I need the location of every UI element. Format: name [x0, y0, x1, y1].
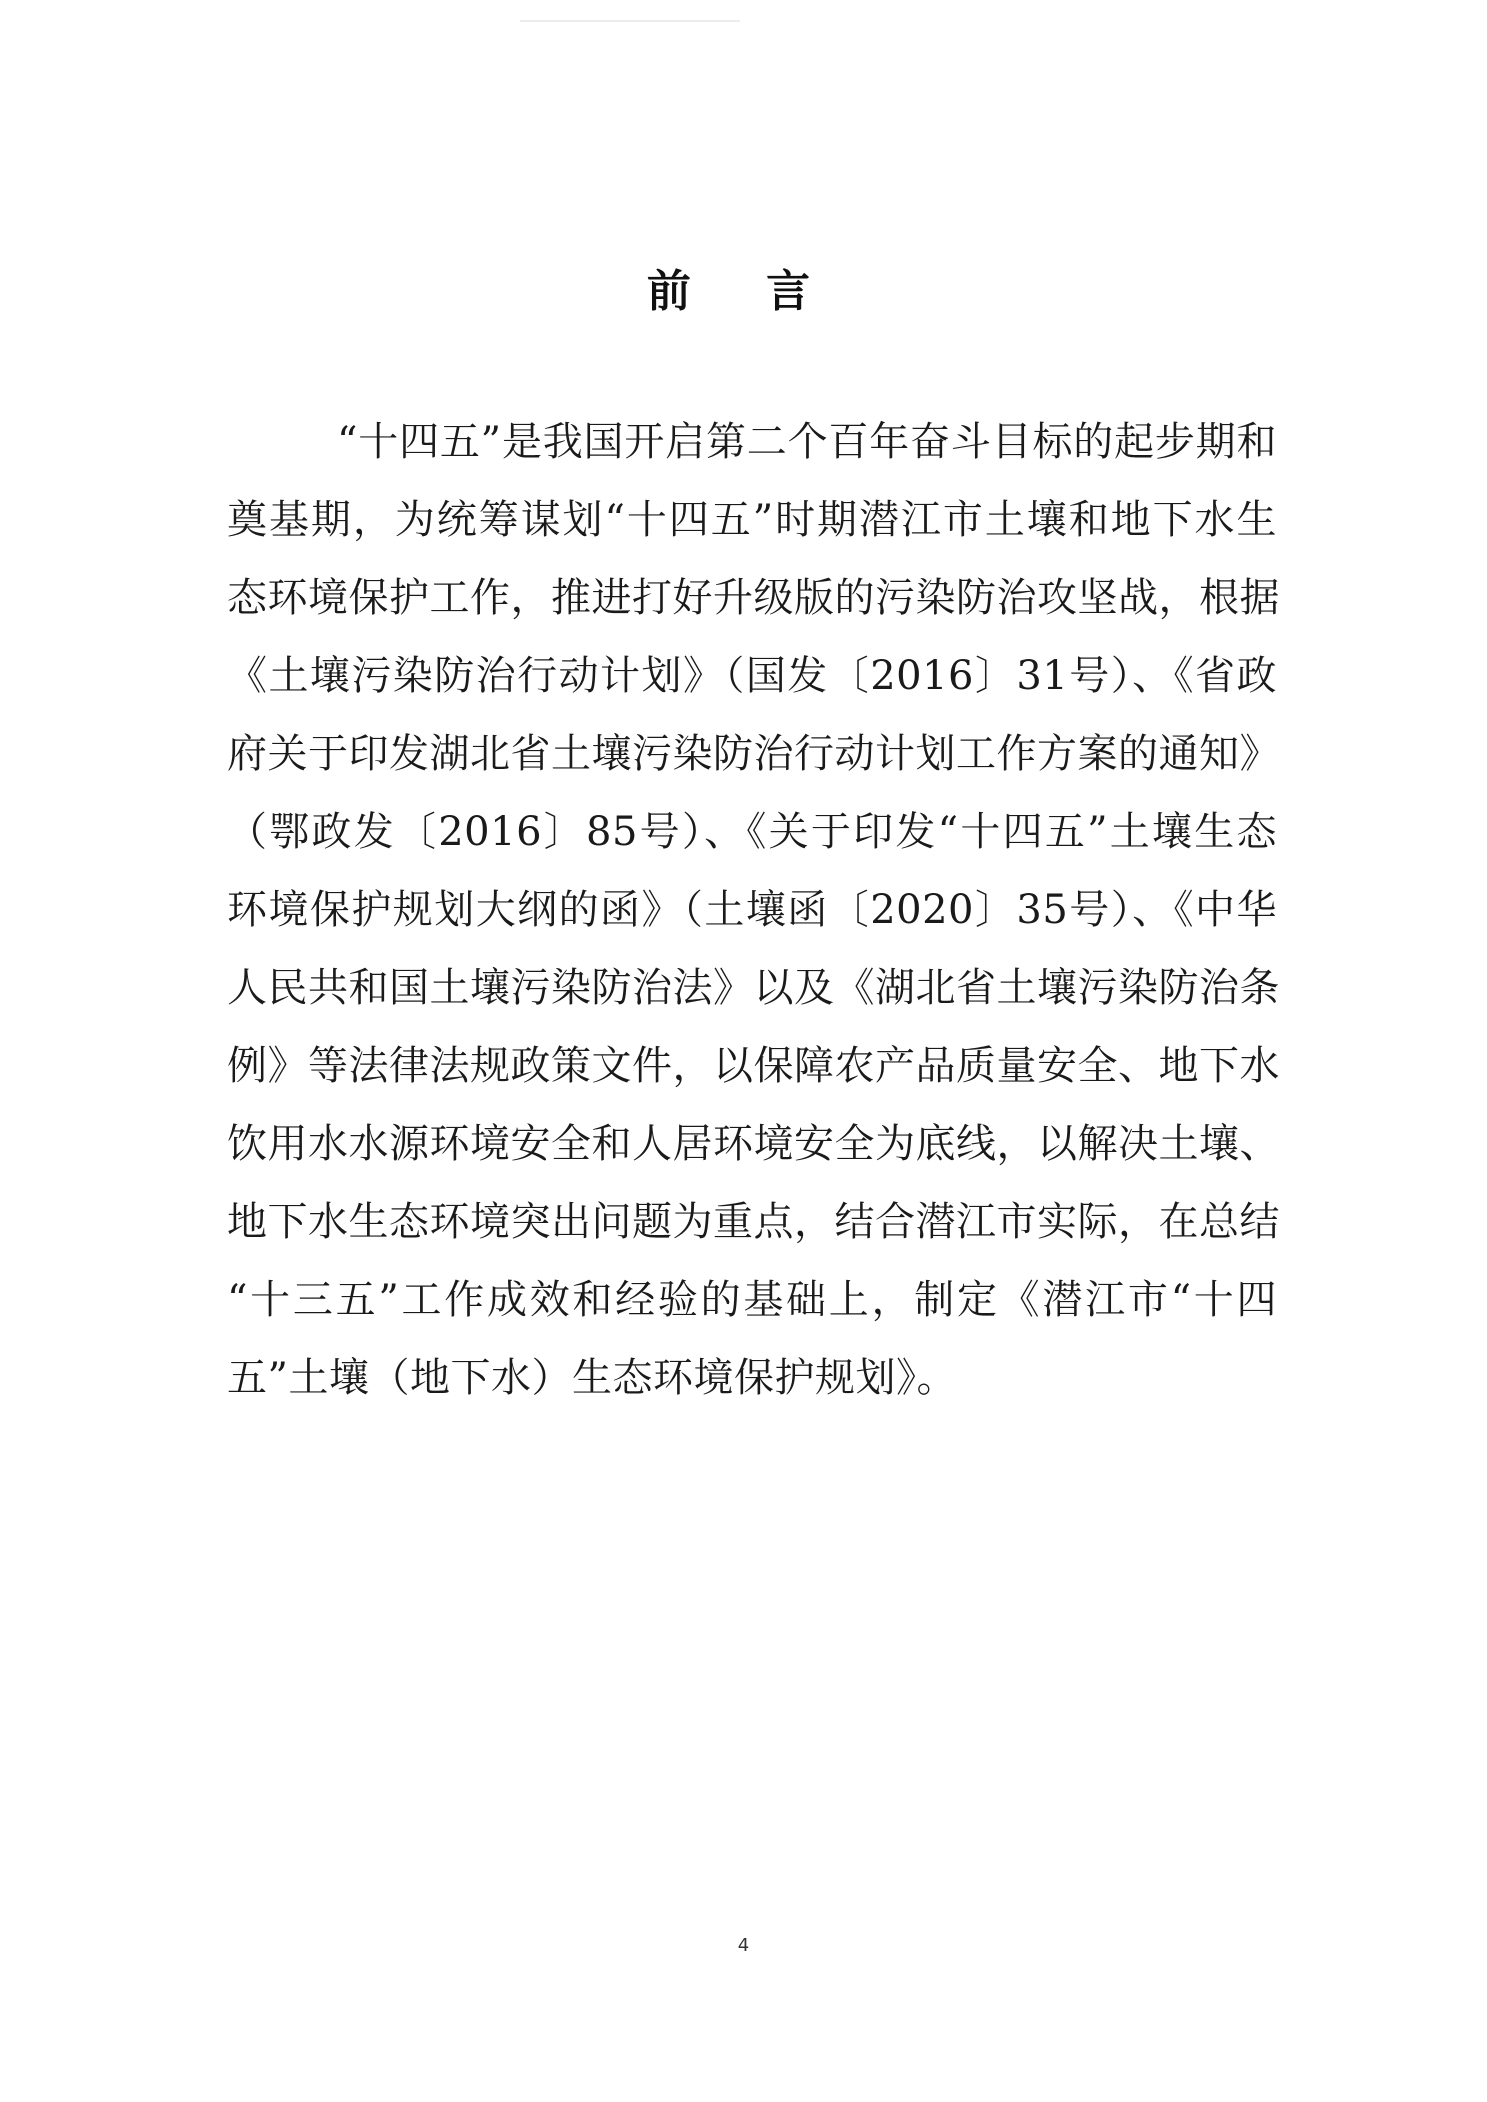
- paragraph-line: “十四五”是我国开启第二个百年奋斗目标的起步期和: [337, 419, 1277, 465]
- paragraph-line: 府关于印发湖北省土壤污染防治行动计划工作方案的通知》: [227, 731, 1280, 777]
- paragraph-line: 五”土壤（地下水）生态环境保护规划》。: [227, 1355, 957, 1401]
- paragraph-line: （鄂政发〔2016〕85号）、《关于印发“十四五”土壤生态: [227, 809, 1277, 855]
- page-title: 前 言: [646, 266, 841, 317]
- paragraph-line: 地下水生态环境突出问题为重点，结合潜江市实际，在总结: [227, 1199, 1280, 1245]
- page-number: 4: [737, 1935, 750, 1956]
- paragraph-line: 奠基期，为统筹谋划“十四五”时期潜江市土壤和地下水生: [227, 497, 1277, 543]
- paragraph-line: 环境保护规划大纲的函》（土壤函〔2020〕35号）、《中华: [227, 887, 1277, 933]
- preface-paragraph: [227, 403, 1280, 1417]
- paragraph-line: 态环境保护工作，推进打好升级版的污染防治攻坚战，根据: [227, 575, 1280, 621]
- paragraph-line: 饮用水水源环境安全和人居环境安全为底线，以解决土壤、: [227, 1121, 1280, 1167]
- paragraph-line: 例》等法律法规政策文件，以保障农产品质量安全、地下水: [227, 1043, 1280, 1089]
- paragraph-line: “十三五”工作成效和经验的基础上，制定《潜江市“十四: [227, 1277, 1277, 1323]
- scan-mark: [520, 20, 740, 22]
- paragraph-line: 人民共和国土壤污染防治法》以及《湖北省土壤污染防治条: [227, 965, 1280, 1011]
- paragraph-line: 《土壤污染防治行动计划》（国发〔2016〕31号）、《省政: [227, 653, 1277, 699]
